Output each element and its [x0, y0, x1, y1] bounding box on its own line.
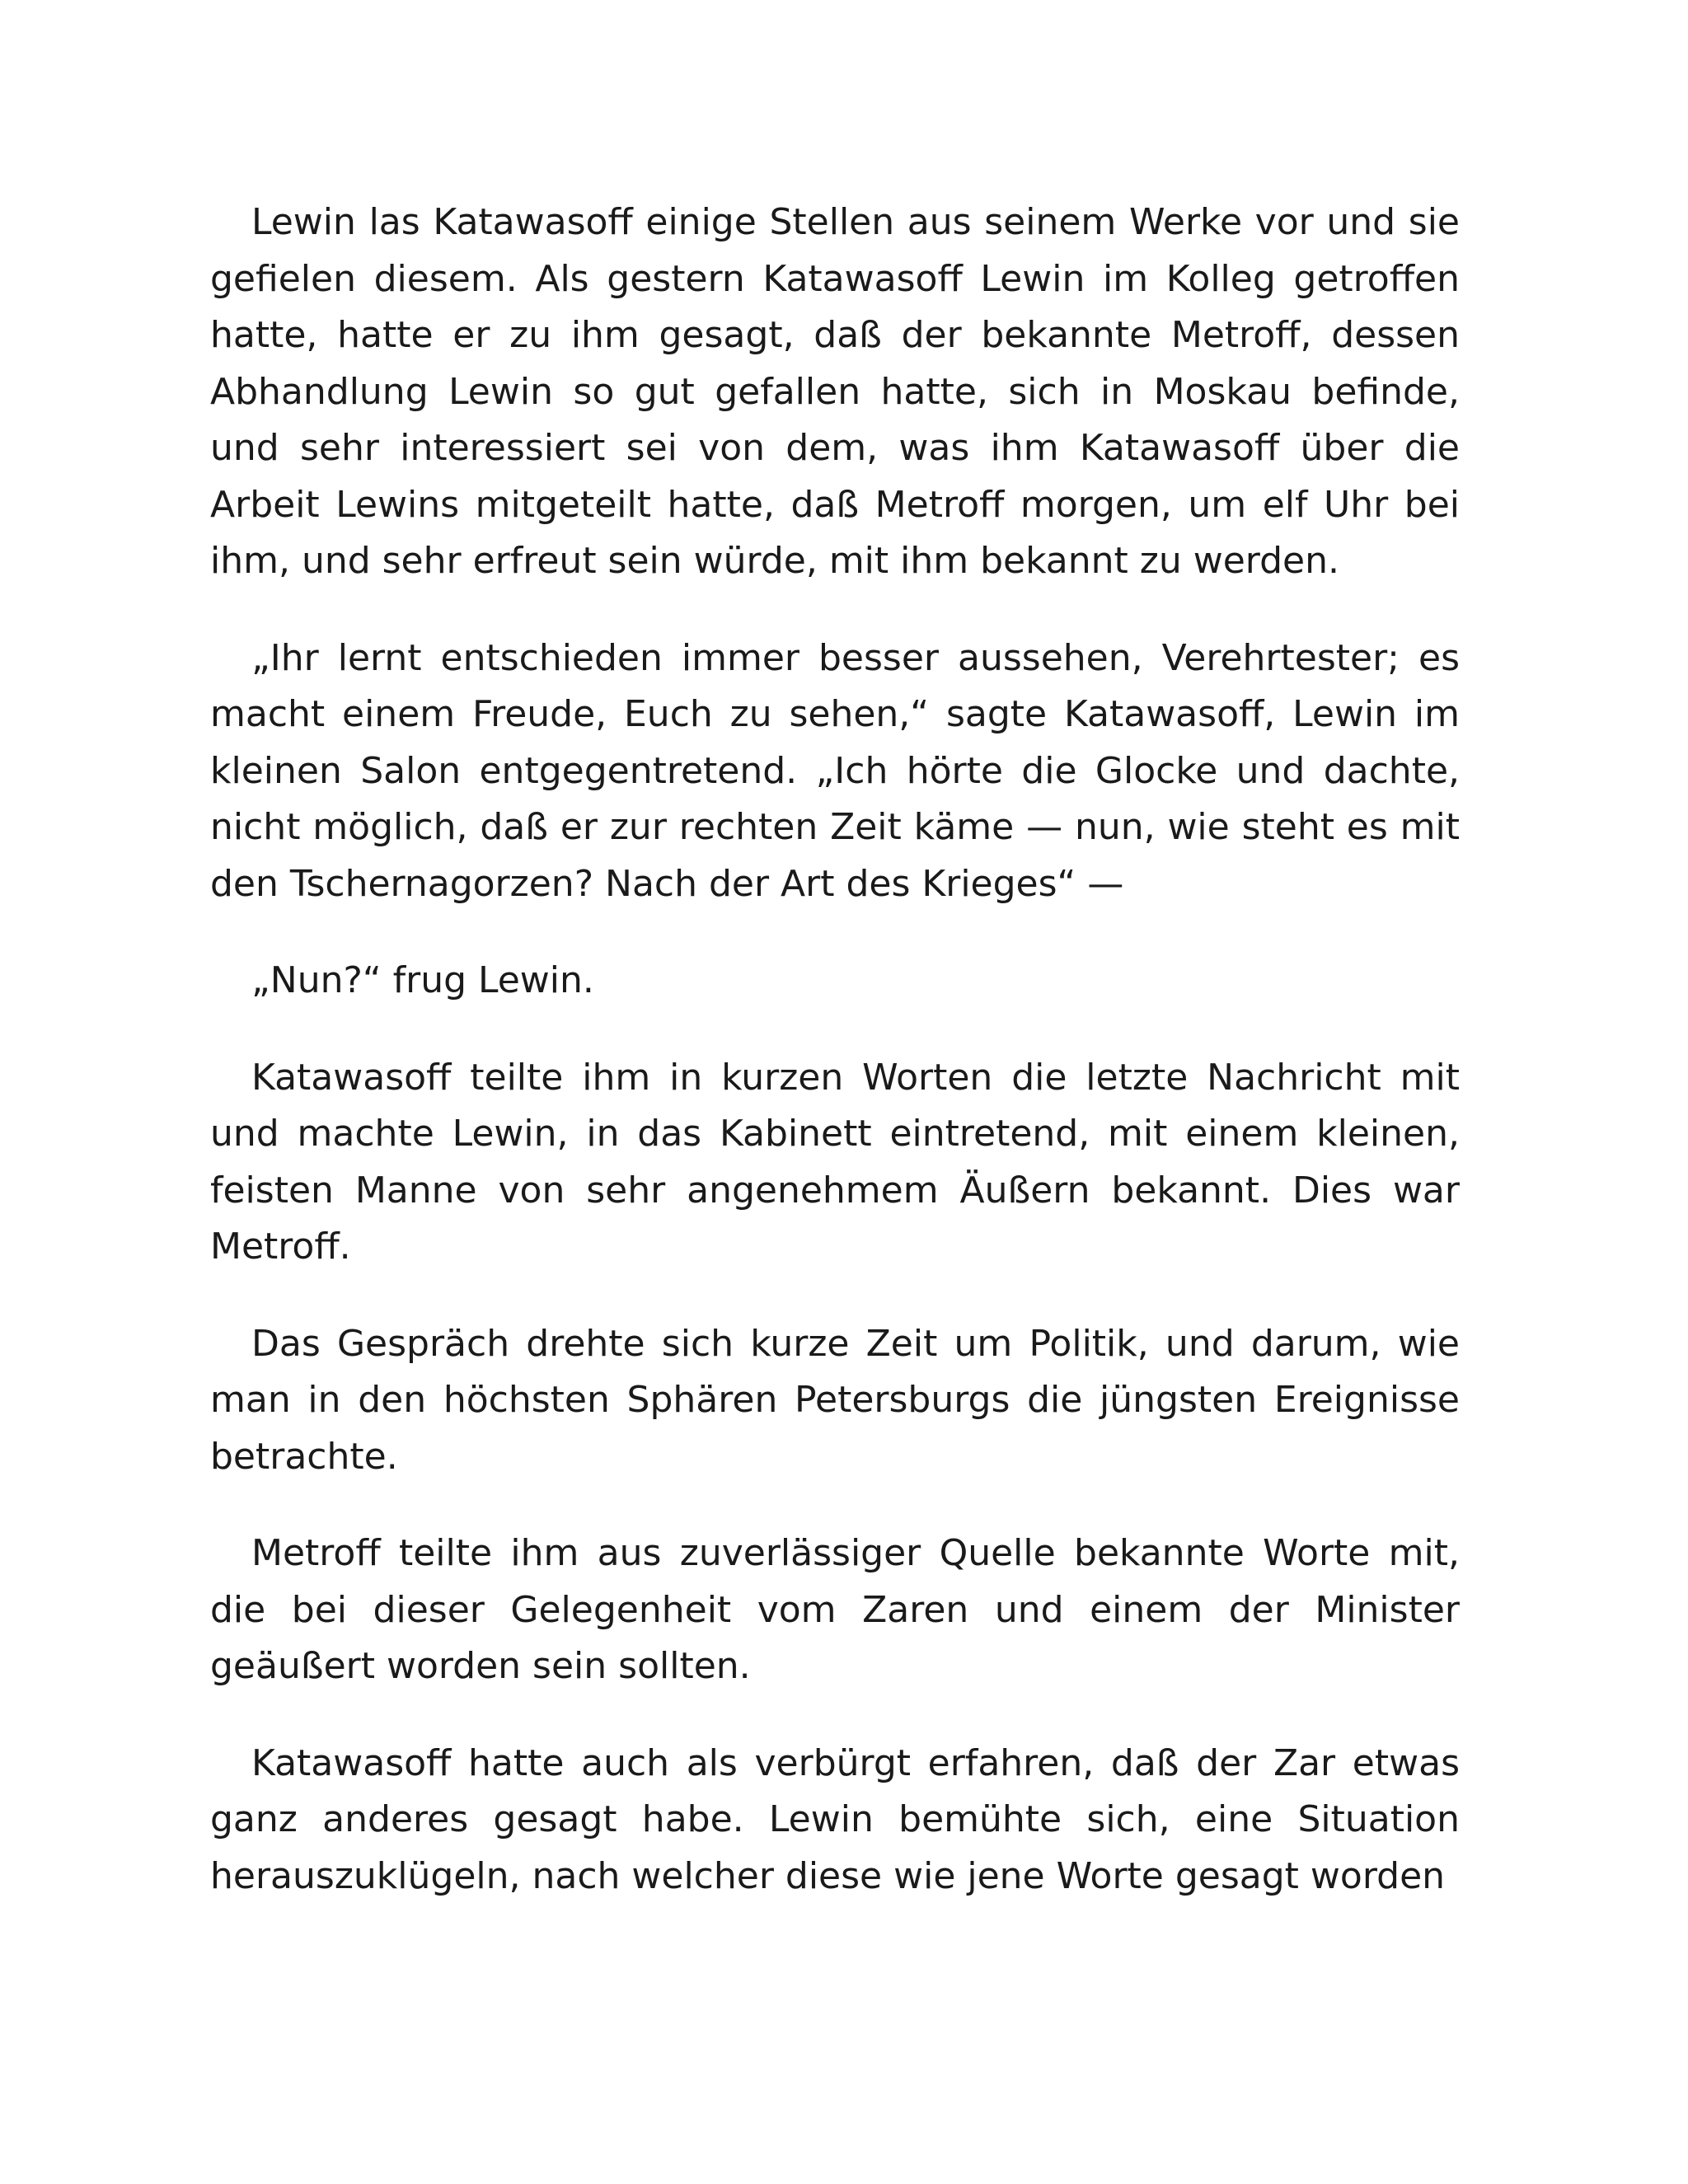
- paragraph-metroff-words: Metroff teilte ihm aus zuverlässiger Quelle bekannte Worte mit, die bei dieser Gelegenheit vom Zaren und einem der Minister geäußert worden sein sollten.: [210, 1532, 1460, 1687]
- paragraph-katawasoff-greeting: „Ihr lernt entschieden immer besser aussehen, Verehrtester; es macht einem Freude, Euch zu sehen,“ sagte Katawasoff, Lewin im kleinen Salon entgegentretend. „Ich hörte die Glocke und dachte, nicht möglich, daß er zur rechten Zeit käme — nun, wie steht es mit den Tschernagorzen? Nach der Art des Krieges“ —: [210, 636, 1460, 905]
- paragraph-metroff-introduction: Katawasoff teilte ihm in kurzen Worten die letzte Nachricht mit und machte Lewin, in das Kabinett eintretend, mit einem kleinen, feisten Manne von sehr angenehmem Äußern bekannt. Dies war Metroff.: [210, 1056, 1460, 1268]
- paragraph-lewin-asks: „Nun?“ frug Lewin.: [251, 959, 594, 1001]
- document-page: [210, 194, 1460, 1945]
- paragraph-tsar-statement: Katawasoff hatte auch als verbürgt erfahren, daß der Zar etwas ganz anderes gesagt habe. Lewin bemühte sich, eine Situation herauszuklügeln, nach welcher diese wie jene Worte gesagt worden: [210, 1741, 1460, 1897]
- paragraph-politics-conversation: Das Gespräch drehte sich kurze Zeit um Politik, und darum, wie man in den höchsten Sphären Petersburgs die jüngsten Ereignisse betrachte.: [210, 1322, 1460, 1478]
- paragraph-lewin-reads: Lewin las Katawasoff einige Stellen aus seinem Werke vor und sie gefielen diesem. Als gestern Katawasoff Lewin im Kolleg getroffen hatte, hatte er zu ihm gesagt, daß der bekannte Metroff, dessen Abhandlung Lewin so gut gefallen hatte, sich in Moskau befinde, und sehr interessiert sei von dem, was ihm Katawasoff über die Arbeit Lewins mitgeteilt hatte, daß Metroff morgen, um elf Uhr bei ihm, und sehr erfreut sein würde, mit ihm bekannt zu werden.: [210, 201, 1460, 582]
